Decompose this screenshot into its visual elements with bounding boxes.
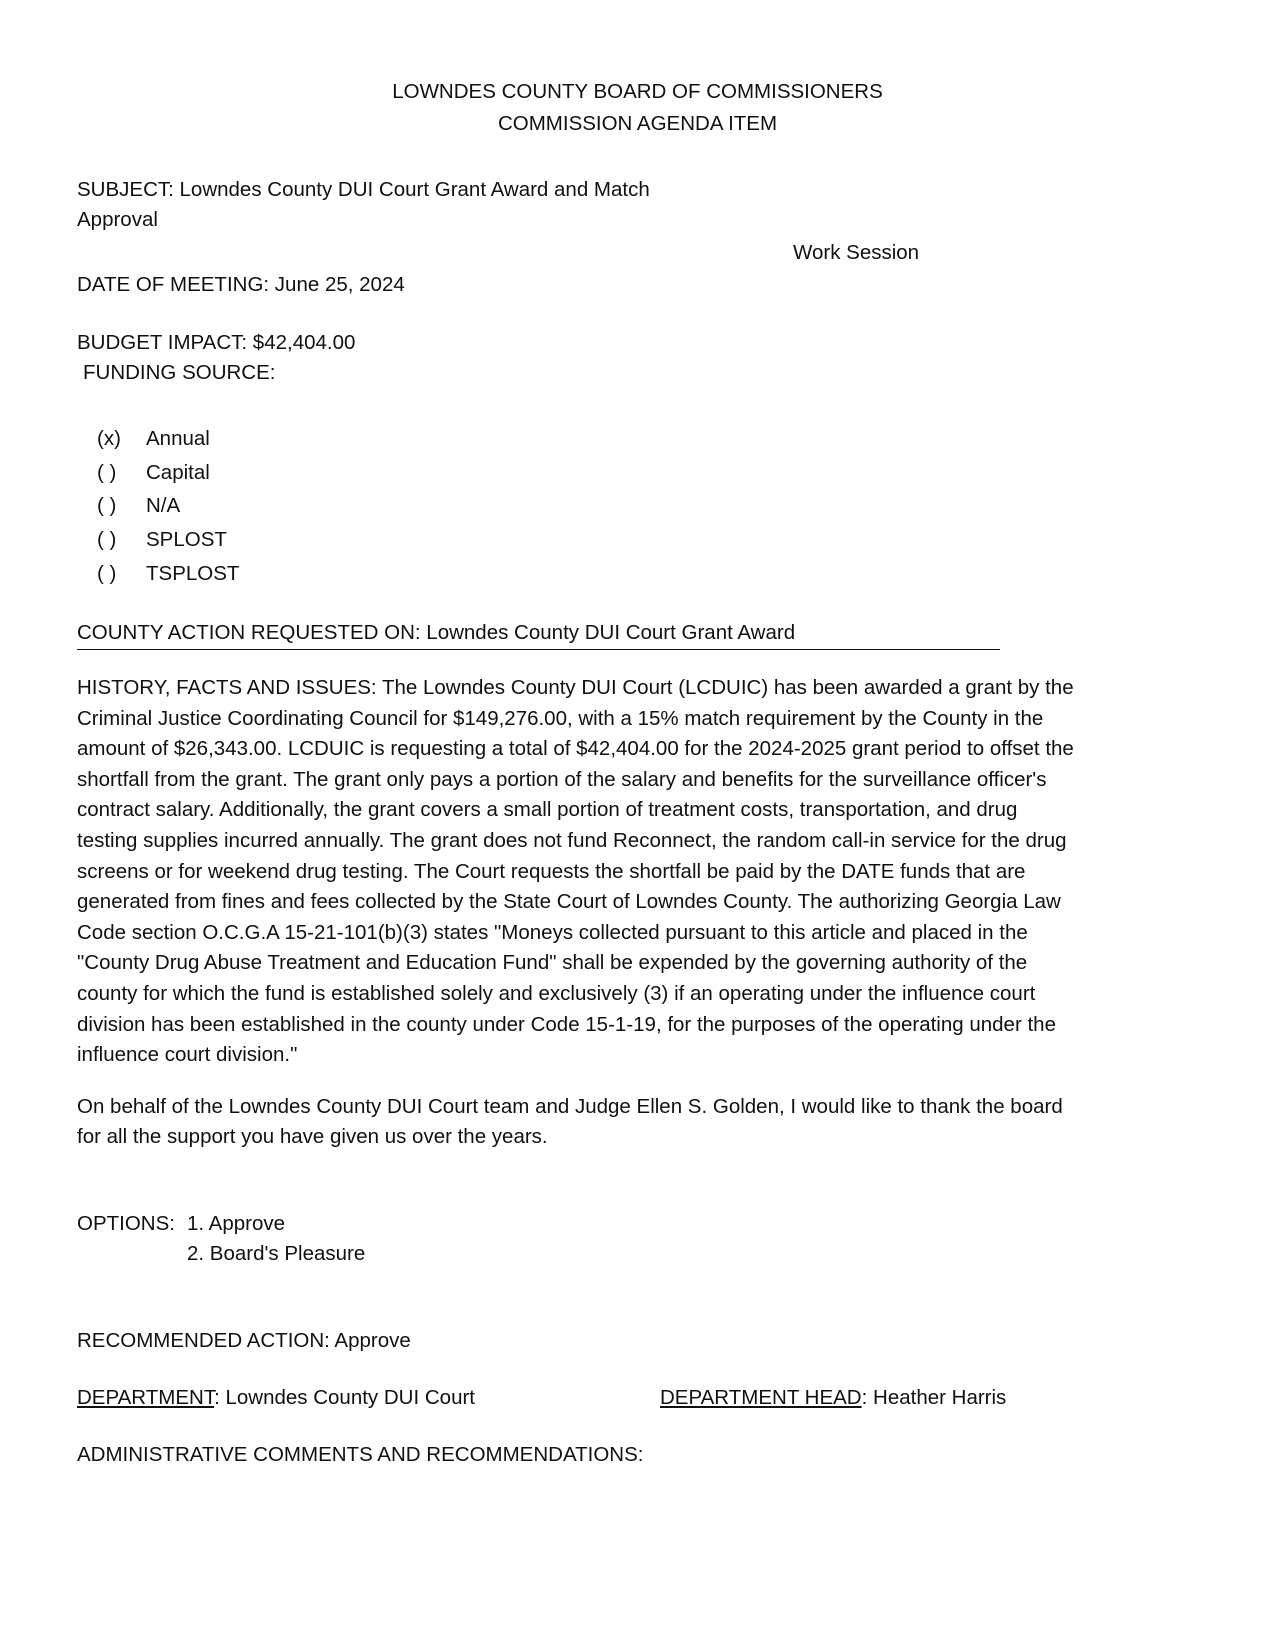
thanks-line: On behalf of the Lowndes County DUI Court team and Judge Ellen S. Golden, I would like to thank the board bbox=[77, 1095, 1063, 1118]
divider-line bbox=[77, 649, 1000, 650]
funding-option-label: N/A bbox=[146, 494, 181, 517]
history-line: contract salary. Additionally, the grant covers a small portion of treatment costs, transportation, and drug bbox=[77, 798, 1018, 822]
header-line-2: COMMISSION AGENDA ITEM bbox=[497, 112, 778, 135]
thanks-line: for all the support you have given us over the years. bbox=[77, 1125, 548, 1148]
history-line: amount of $26,343.00. LCDUIC is requesting a total of $42,404.00 for the 2024-2025 grant period to offset the bbox=[77, 737, 1074, 761]
history-line: Criminal Justice Coordinating Council for $149,276.00, with a 15% match requirement by the County in the bbox=[77, 706, 1044, 730]
department bbox=[77, 1388, 475, 1409]
options-label: OPTIONS: bbox=[77, 1212, 175, 1235]
funding-option-label: Annual bbox=[146, 427, 210, 450]
date-of-meeting: DATE OF MEETING: June 25, 2024 bbox=[77, 273, 405, 296]
funding-option-label: Capital bbox=[146, 461, 210, 484]
history-line: generated from fines and fees collected by the State Court of Lowndes County. The authorizing Georgia Law bbox=[77, 890, 1061, 914]
history-line: testing supplies incurred annually. The grant does not fund Reconnect, the random call-in service for the drug bbox=[77, 828, 1067, 852]
administrative-comments: ADMINISTRATIVE COMMENTS AND RECOMMENDATIONS: bbox=[77, 1443, 644, 1466]
department-head-label: DEPARTMENT HEAD bbox=[660, 1386, 862, 1409]
subject-line-2: Approval bbox=[77, 208, 158, 231]
county-action-requested: COUNTY ACTION REQUESTED ON: Lowndes County DUI Court Grant Award bbox=[77, 621, 796, 644]
history-line: screens or for weekend drug testing. The Court requests the shortfall be paid by the DATE funds that are bbox=[77, 859, 1026, 883]
budget-impact: BUDGET IMPACT: $42,404.00 bbox=[77, 331, 356, 354]
funding-option-mark: ( ) bbox=[97, 461, 117, 484]
history-line: influence court division." bbox=[77, 1043, 298, 1067]
subject-line-1: SUBJECT: Lowndes County DUI Court Grant Award and Match bbox=[77, 178, 650, 201]
funding-option-mark: ( ) bbox=[97, 494, 117, 517]
history-line: Code section O.C.G.A 15-21-101(b)(3) states "Moneys collected pursuant to this article and placed in the bbox=[77, 920, 1028, 944]
department-head-value: : Heather Harris bbox=[861, 1386, 1007, 1409]
funding-option-label: TSPLOST bbox=[146, 562, 240, 585]
history-line: HISTORY, FACTS AND ISSUES: The Lowndes County DUI Court (LCDUIC) has been awarded a grant by the bbox=[77, 676, 1074, 699]
funding-option-mark: ( ) bbox=[97, 562, 117, 585]
history-facts-issues bbox=[77, 673, 1074, 1071]
funding-option-label: SPLOST bbox=[146, 528, 227, 551]
option-item: 2. Board's Pleasure bbox=[187, 1242, 366, 1265]
history-line: division has been established in the county under Code 15-1-19, for the purposes of the operating under the bbox=[77, 1012, 1056, 1036]
department-value: : Lowndes County DUI Court bbox=[214, 1386, 476, 1409]
option-item: 1. Approve bbox=[187, 1212, 286, 1235]
recommended-action: RECOMMENDED ACTION: Approve bbox=[77, 1329, 411, 1352]
header-line-1: LOWNDES COUNTY BOARD OF COMMISSIONERS bbox=[392, 80, 883, 103]
department-label: DEPARTMENT bbox=[77, 1386, 215, 1409]
funding-option-mark: ( ) bbox=[97, 528, 117, 551]
funding-source-label: FUNDING SOURCE: bbox=[83, 361, 276, 384]
history-line: "County Drug Abuse Treatment and Education Fund" shall be expended by the governing authority of the bbox=[77, 951, 1028, 975]
session-type: Work Session bbox=[793, 241, 920, 264]
history-line: county for which the fund is established solely and exclusively (3) if an operating under the influence court bbox=[77, 981, 1036, 1005]
history-line: shortfall from the grant. The grant only pays a portion of the salary and benefits for the surveillance officer's bbox=[77, 767, 1047, 791]
funding-option-mark: (x) bbox=[97, 427, 121, 450]
department-head bbox=[660, 1388, 1006, 1409]
